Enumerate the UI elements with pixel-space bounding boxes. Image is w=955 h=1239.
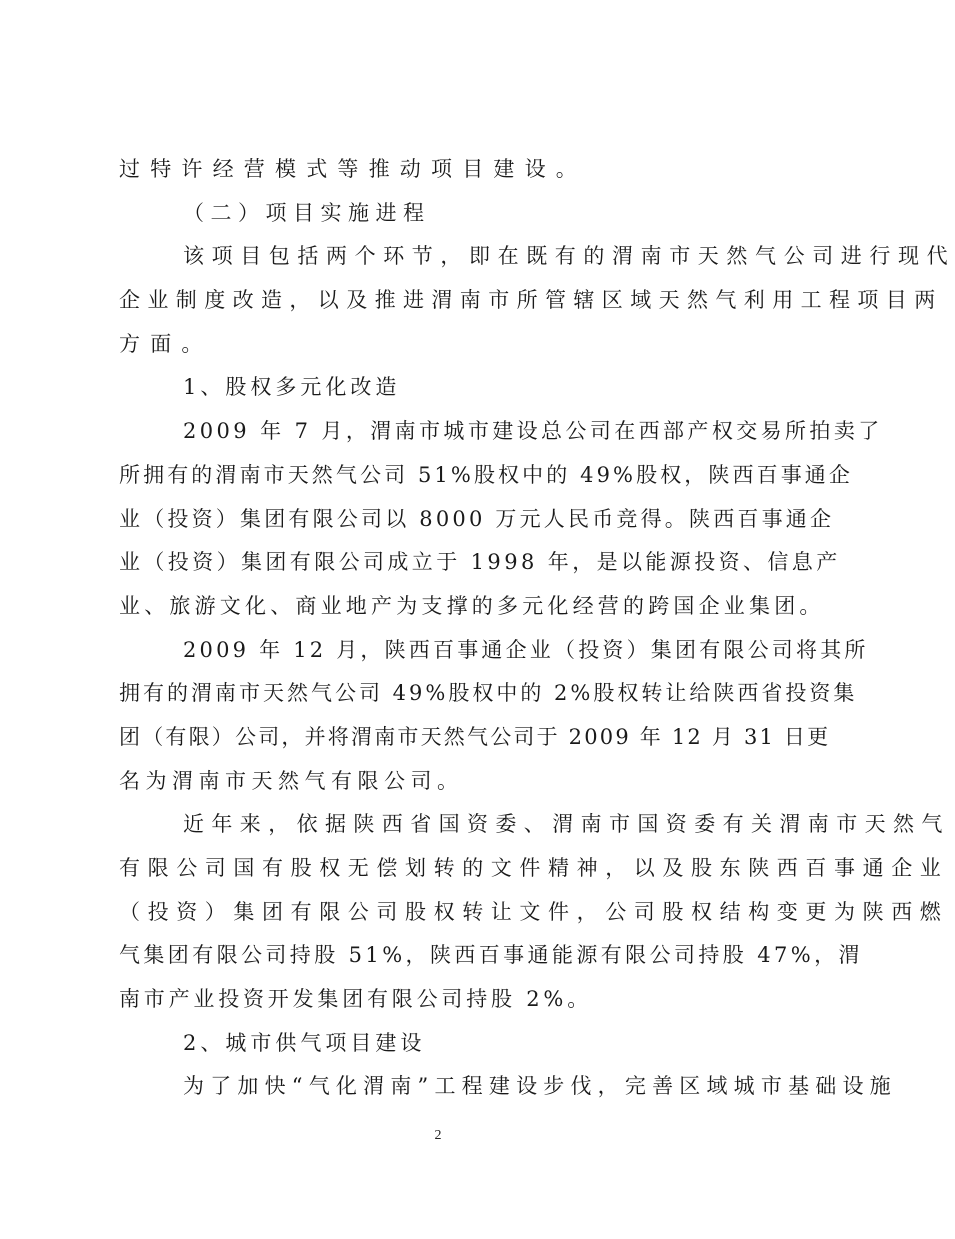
text-line: 为了加快“气化渭南”工程建设步伐，完善区域城市基础设施 xyxy=(183,1074,897,1099)
text-line: 业（投资）集团有限公司成立于 1998 年，是以能源投资、信息产 xyxy=(119,550,841,575)
section-heading: （二）项目实施进程 xyxy=(183,200,431,225)
text-line: 南市产业投资开发集团有限公司持股 2%。 xyxy=(119,987,592,1012)
page-number: 2 xyxy=(434,1128,442,1143)
subsection-heading: 1、股权多元化改造 xyxy=(183,375,401,400)
text-line: 方面。 xyxy=(119,331,213,356)
text-line: 有限公司国有股权无偿划转的文件精神，以及股东陕西百事通企业 xyxy=(119,856,949,880)
text-line: 过特许经营模式等推动项目建设。 xyxy=(119,157,587,181)
text-line: 近年来，依据陕西省国资委、渭南市国资委有关渭南市天然气 xyxy=(183,812,950,837)
text-line: 拥有的渭南市天然气公司 49%股权中的 2%股权转让给陕西省投资集 xyxy=(119,681,858,706)
text-line: 2009 年 7 月，渭南市城市建设总公司在西部产权交易所拍卖了 xyxy=(183,419,883,444)
subsection-heading: 2、城市供气项目建设 xyxy=(183,1030,426,1055)
text-line: 2009 年 12 月，陕西百事通企业（投资）集团有限公司将其所 xyxy=(183,637,869,662)
text-line: 气集团有限公司持股 51%，陕西百事通能源有限公司持股 47%，渭 xyxy=(119,943,863,968)
text-line: 团（有限）公司，并将渭南市天然气公司于 2009 年 12 月 31 日更 xyxy=(119,724,831,749)
text-line: 该项目包括两个环节，即在既有的渭南市天然气公司进行现代 xyxy=(183,244,955,269)
text-line: 企业制度改造，以及推进渭南市所管辖区域天然气利用工程项目两 xyxy=(119,288,943,313)
body-text xyxy=(119,148,955,1109)
text-line: 名为渭南市天然气有限公司。 xyxy=(119,768,464,793)
text-line: 所拥有的渭南市天然气公司 51%股权中的 49%股权，陕西百事通企 xyxy=(119,462,853,487)
text-line: 业、旅游文化、商业地产为支撑的多元化经营的跨国企业集团。 xyxy=(119,593,825,618)
text-line: 业（投资）集团有限公司以 8000 万元人民币竞得。陕西百事通企 xyxy=(119,506,835,531)
text-line: （投资）集团有限公司股权转让文件，公司股权结构变更为陕西燃 xyxy=(119,899,949,924)
